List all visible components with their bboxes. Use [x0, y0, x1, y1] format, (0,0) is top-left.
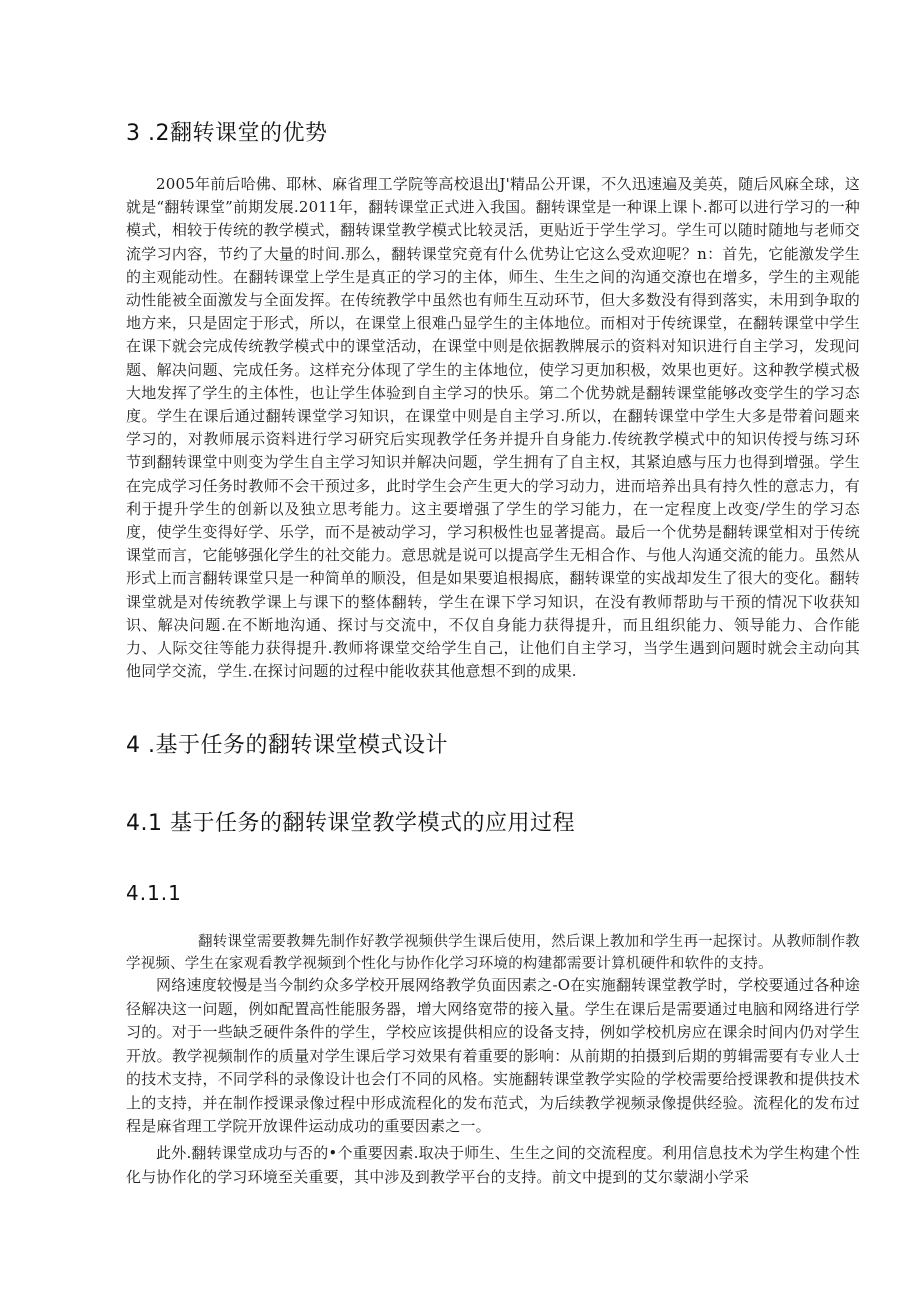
section-4-1-1-paragraph-2: 网络速度较慢是当今制约众多学校开展网络教学负面因素之-O在实施翻转课堂教学时，学校要通过各种途径解决这一问题，例如配置高性能服务器，增大网络宽带的接入量。学生在课后是需要通过电脑和网络进行学习的。对于一些缺乏硬件条件的学生，学校应该提供相应的设备支持，例如学校机房应在课余时间内仍对学生开放。教学视频制作的质量对学生课后学习效果有着重要的影响：从前期的拍摄到后期的剪辑需要有专业人士的技术支持，不同学科的录像设计也会仃不同的风格。实施翻转课堂教学实险的学校需要给授课教和提供技术上的支持，并在制作授课录像过程中形成流程化的发布范式，为后续教学视频录像提供经验。流程化的发布过程是麻省理工学院开放课件运动成功的重要因素之一。 — [126, 976, 860, 1134]
section-heading-4-1-1: 4.1.1 — [126, 881, 182, 905]
section-heading-4-1: 4.1 基于任务的翻转课堂教学模式的应用过程 — [126, 811, 575, 836]
section-4-1-1-paragraph-1: 翻转课堂需要教舞先制作好教学视频供学生课后使用，然后课上教加和学生再一起探讨。从教师制作教学视频、学生在家观看教学视频到个性化与协作化学习环境的构建都需要计算机硬件和软件的支持。 — [126, 934, 860, 972]
section-3-2-paragraph: 2005年前后哈佛、耶林、麻省理工学院等高校退出J'精品公开课，不久迅速遍及美英，随后风麻全球，这就是“翻转课堂”前期发展.2011年，翻转课堂正式进入我国。翻转课堂是一种课上课卜.都可以进行学习的一种模式，相较于传统的教学模式，翻转课堂教学模式比较灵活，更贴近于学生学习。学生可以随时随地与老师交流学习内容，节约了大量的时间.那么，翻转课堂究竟有什么优势让它这么受欢迎呢？n：首先，它能激发学生的主观能动性。在翻转课堂上学生是真正的学习的主体，师生、生生之间的沟通交潦也在增多，学生的主观能动性能被全面激发与全面发挥。在传统教学中虽然也有师生互动环节，但大多数没有得到落实，未用到争取的地方来，只是固定于形式，所以，在课堂上很难凸显学生的主体地位。而相对于传统课堂，在翻转课堂中学生在课下就会完成传统教学模式中的课堂活动，在课堂中则是依据教牌展示的资料对知识进行自主学习，发现问题、解决问题、完成任务。这样充分体现了学生的主体地位，使学习更加积极，效果也更好。这种教学模式极大地发挥了学生的主体性，也让学生体验到自主学习的快乐。第二个优势就是翻转课堂能够改变学生的学习态度。学生在课后通过翻转课堂学习知识，在课堂中则是自主学习.所以，在翻转课堂中学生大多是带着问题来学习的，对教师展示资料进行学习研究后实现教学任务并提升自身能力.传统教学模式中的知识传授与练习环节到翻转课堂中则变为学生自主学习知识并解决问题，学生拥有了自主权，其紧迫感与压力也得到增强。学生在完成学习任务时教师不会干预过多，此时学生会产生更大的学习动力，进而培养出具有持久性的意志力，有利于提升学生的创新以及独立思考能力。这主要增强了学生的学习能力，在一定程度上改变/学生的学习态度，使学生变得好学、乐学，而不是被动学习，学习积极性也显著提高。最后一个优势是翻转课堂相对于传统课堂而言，它能够强化学生的社交能力。意思就是说可以提高学生无相合作、与他人沟通交流的能力。虽然从形式上而言翻转课堂只是一种简单的顺没，但是如果要追根揭底，翻转课堂的实战却发生了很大的变化。翻转课堂就是对传统教学课上与课下的整体翻转，学生在课下学习知识，在没有教师帮助与干预的情况下收获知识、解决问题.在不断地沟通、探讨与交流中，不仅自身能力获得提升，而且组织能力、领导能力、合作能力、人际交往等能力获得提升.教师将课堂交给学生自己，让他们自主学习，当学生遇到问题时就会主动向其他同学交流，学生.在探讨问题的过程中能收获其他意想不到的成果. — [126, 175, 860, 681]
section-heading-4: 4 .基于任务的翻转课堂模式设计 — [126, 733, 448, 758]
section-heading-3-2: 3 .2翻转课堂的优势 — [126, 121, 328, 146]
section-4-1-1-paragraph-3: 此外.翻转课堂成功与否的•个重要因素.取决于师生、生生之间的交流程度。利用信息技术为学生构建个性化与协作化的学习环境至关重要，其中涉及到教学平台的支持。前文中提到的艾尔蒙湖小学采 — [126, 1144, 860, 1186]
